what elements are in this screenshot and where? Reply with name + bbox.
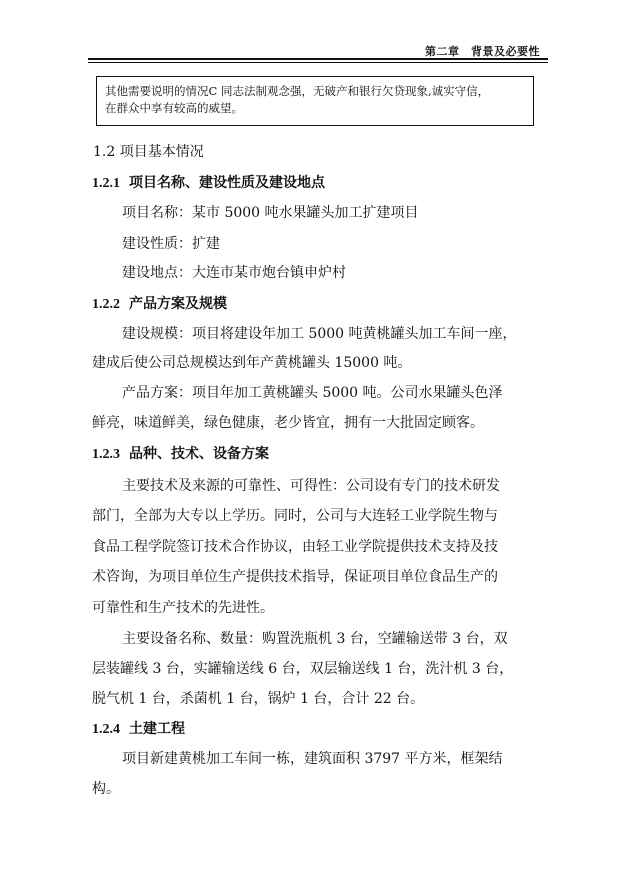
- paragraph-line: 鲜亮，味道鲜美，绿色健康，老少皆宜，拥有一大批固定顾客。: [92, 415, 484, 431]
- paragraph-line: 项目新建黄桃加工车间一栋，建筑面积 3797 平方米，框架结: [122, 751, 503, 767]
- paragraph-line: 建设规模：项目将建设年加工 5000 吨黄桃罐头加工车间一座，: [122, 326, 517, 342]
- subsection-number: 1.2.4: [92, 722, 120, 737]
- note-box: [96, 76, 534, 126]
- paragraph-line: 脱气机 1 台，杀菌机 1 台，锅炉 1 台，合计 22 台。: [92, 691, 425, 707]
- paragraph-line: 食品工程学院签订技术合作协议，由轻工业学院提供技术支持及技: [92, 539, 498, 555]
- paragraph-line: 建成后使公司总规模达到年产黄桃罐头 15000 吨。: [92, 355, 412, 371]
- subsection-number: 1.2.3: [92, 447, 120, 462]
- paragraph-line: 主要设备名称、数量：购置洗瓶机 3 台，空罐输送带 3 台，双: [122, 631, 508, 647]
- subsection-heading: [92, 443, 269, 463]
- paragraph-line: 建设性质：扩建: [122, 236, 220, 252]
- paragraph-line: 部门，全部为大专以上学历。同时，公司与大连轻工业学院生物与: [92, 508, 498, 524]
- paragraph-line: 产品方案：项目年加工黄桃罐头 5000 吨。公司水果罐头色泽: [122, 385, 503, 401]
- paragraph-line: 层装罐线 3 台，实罐输送线 6 台，双层输送线 1 台，洗汁机 3 台，: [92, 661, 514, 677]
- subsection-title: 品种、技术、设备方案: [129, 446, 269, 462]
- paragraph-line: 建设地点：大连市某市炮台镇申炉村: [122, 265, 346, 281]
- subsection-heading: [92, 172, 325, 192]
- note-line: 在群众中享有较高的威望。: [105, 101, 243, 115]
- paragraph-line: 主要技术及来源的可靠性、可得性：公司设有专门的技术研发: [122, 478, 500, 494]
- header-rule-thick: [88, 58, 548, 60]
- chapter-title: 第二章 背景及必要性: [425, 45, 540, 58]
- paragraph-line: 项目名称：某市 5000 吨水果罐头加工扩建项目: [122, 205, 419, 221]
- subsection-heading: [92, 293, 227, 313]
- section-heading: 1.2 项目基本情况: [93, 144, 204, 160]
- paragraph-line: 术咨询，为项目单位生产提供技术指导，保证项目单位食品生产的: [92, 569, 498, 585]
- subsection-heading: [92, 718, 185, 738]
- subsection-title: 项目名称、建设性质及建设地点: [129, 175, 325, 191]
- paragraph-line: 可靠性和生产技术的先进性。: [92, 600, 274, 616]
- page-header: [88, 40, 548, 58]
- subsection-number: 1.2.1: [92, 176, 120, 191]
- subsection-number: 1.2.2: [92, 297, 120, 312]
- subsection-title: 产品方案及规模: [129, 296, 227, 312]
- paragraph-line: 构。: [92, 781, 120, 797]
- subsection-title: 土建工程: [129, 721, 185, 737]
- header-rule-thin: [88, 62, 548, 63]
- note-line: 其他需要说明的情况C 同志法制观念强，无破产和银行欠贷现象,诚实守信，: [105, 84, 490, 98]
